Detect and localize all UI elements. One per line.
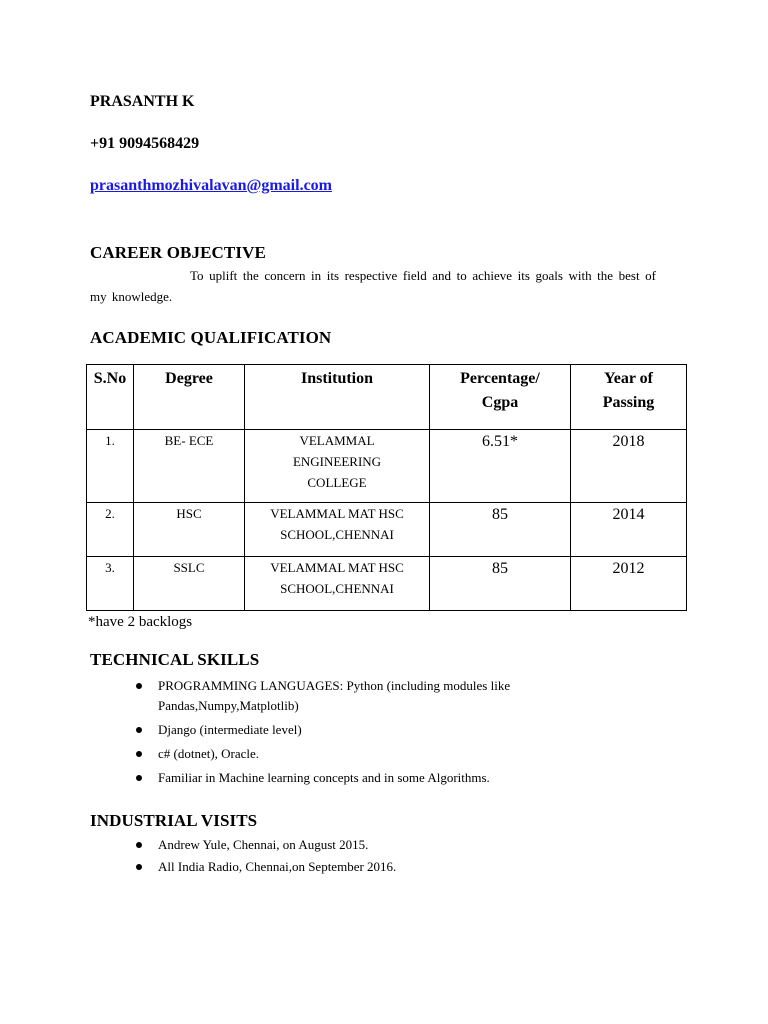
academic-table-header [87, 365, 687, 430]
col-header-degree: Degree [134, 365, 245, 430]
career-objective-heading: CAREER OBJECTIVE [90, 243, 266, 262]
email-link[interactable]: prasanthmozhivalavan@gmail.com [90, 177, 332, 194]
cell-institution: VELAMMAL MAT HSC SCHOOL,CHENNAI [245, 557, 430, 611]
list-item: c# (dotnet), Oracle. [158, 744, 578, 764]
bullet-icon [136, 751, 142, 757]
bullet-icon [136, 864, 142, 870]
bullet-icon [136, 775, 142, 781]
col-header-year: Year of Passing [571, 365, 687, 430]
backlog-note: *have 2 backlogs [88, 614, 193, 630]
list-item: Andrew Yule, Chennai, on August 2015. [158, 835, 578, 855]
academic-table [86, 364, 687, 611]
cell-institution: VELAMMAL ENGINEERING COLLEGE [245, 430, 430, 503]
list-item: Django (intermediate level) [158, 720, 578, 740]
cell-sno: 2. [87, 503, 134, 557]
bullet-icon [136, 842, 142, 848]
cell-year: 2012 [571, 557, 687, 611]
candidate-name: PRASANTH K [90, 93, 195, 110]
list-item: PROGRAMMING LANGUAGES: Python (including modules like Pandas,Numpy,Matplotlib) [158, 676, 578, 716]
cell-score: 6.51* [430, 430, 571, 503]
academic-heading: ACADEMIC QUALIFICATION [90, 328, 332, 347]
cell-score: 85 [430, 557, 571, 611]
career-objective-text: To uplift the concern in its respective field and to achieve its goals with the best of my knowledge. [90, 268, 656, 304]
cell-degree: BE- ECE [134, 430, 245, 503]
col-header-institution: Institution [245, 365, 430, 430]
list-item: All India Radio, Chennai,on September 2016. [158, 857, 578, 877]
industrial-visits-list [158, 835, 578, 879]
table-row [87, 503, 687, 557]
cell-degree: SSLC [134, 557, 245, 611]
bullet-icon [136, 683, 142, 689]
cell-degree: HSC [134, 503, 245, 557]
col-header-percentage: Percentage/ Cgpa [430, 365, 571, 430]
col-header-sno: S.No [87, 365, 134, 430]
cell-sno: 3. [87, 557, 134, 611]
cell-score: 85 [430, 503, 571, 557]
cell-year: 2014 [571, 503, 687, 557]
phone-number: +91 9094568429 [90, 135, 200, 152]
table-row [87, 430, 687, 503]
technical-skills-list [158, 676, 578, 792]
technical-skills-heading: TECHNICAL SKILLS [90, 650, 260, 669]
list-item: Familiar in Machine learning concepts and in some Algorithms. [158, 768, 578, 788]
cell-sno: 1. [87, 430, 134, 503]
cell-year: 2018 [571, 430, 687, 503]
industrial-visits-heading: INDUSTRIAL VISITS [90, 811, 258, 830]
table-row [87, 557, 687, 611]
cell-institution: VELAMMAL MAT HSC SCHOOL,CHENNAI [245, 503, 430, 557]
bullet-icon [136, 727, 142, 733]
